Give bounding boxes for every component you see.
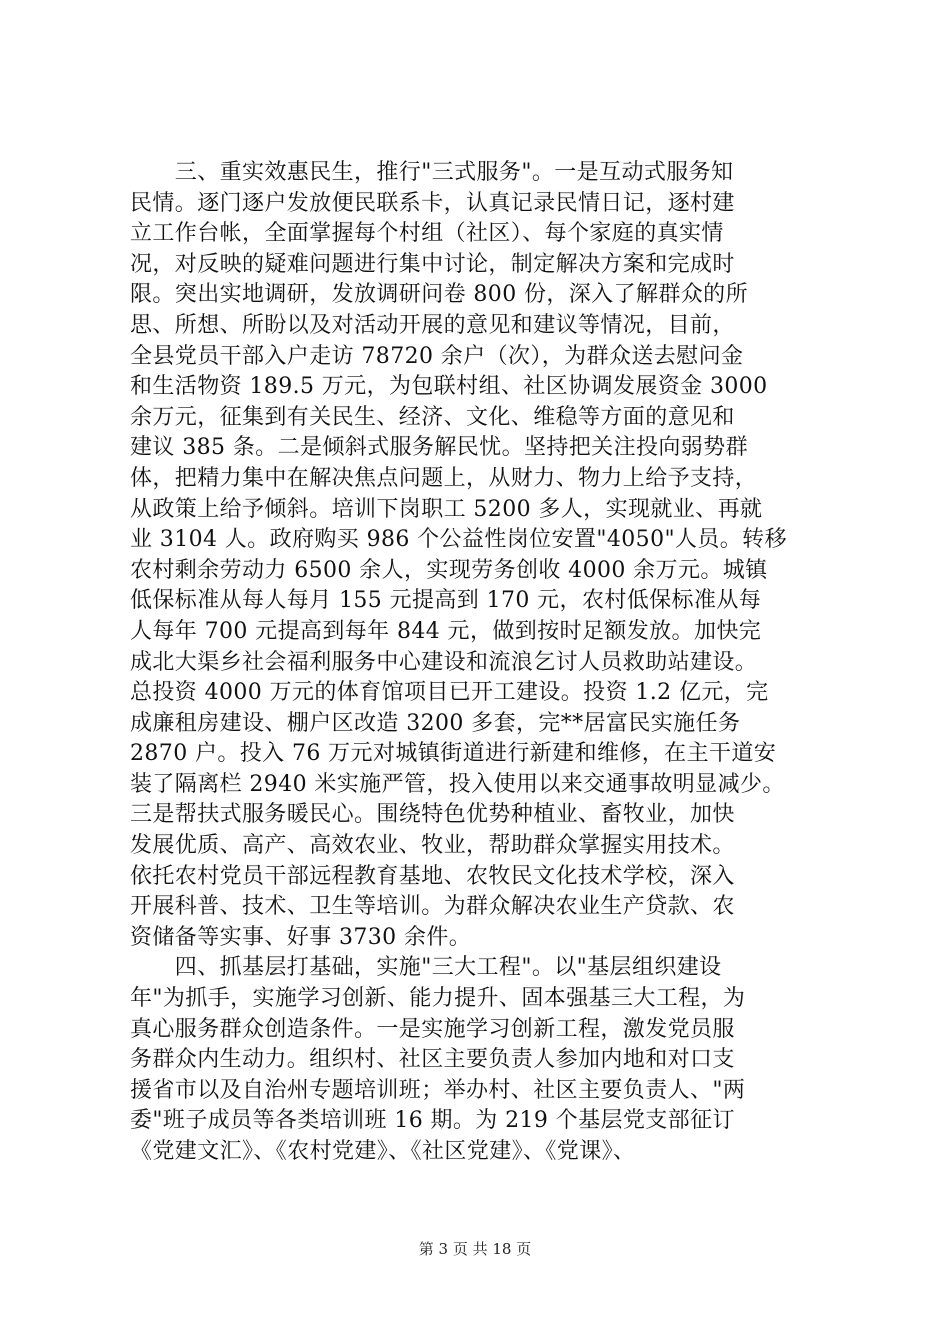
text-line: 《党建文汇》、《农村党建》、《社区党建》、《党课》、 (130, 1139, 636, 1164)
text-line: 和生活物资 189.5 万元，为包联村组、社区协调发展资金 3000 (130, 374, 768, 400)
text-line: 三是帮扶式服务暖民心。围绕特色优势种植业、畜牧业，加快 (130, 802, 735, 828)
text-line: 委"班子成员等各类培训班 16 期。为 219 个基层党支部征订 (130, 1108, 735, 1134)
text-line: 资储备等实事、好事 3730 余件。 (130, 924, 472, 950)
text-line: 成北大渠乡社会福利服务中心建设和流浪乞讨人员救助站建设。 (130, 649, 758, 675)
text-line: 2870 户。投入 76 万元对城镇街道进行新建和维修，在主干道安 (130, 741, 777, 767)
page-footer: 第 3 页 共 18 页 (418, 1240, 532, 1258)
text-line: 发展优质、高产、高效农业、牧业，帮助群众掌握实用技术。 (130, 833, 735, 859)
text-line: 援省市以及自治州专题培训班；举办村、社区主要负责人、"两 (130, 1077, 746, 1103)
text-line: 民情。逐门逐户发放便民联系卡，认真记录民情日记，逐村建 (130, 190, 735, 216)
text-line: 农村剩余劳动力 6500 余人，实现劳务创收 4000 余万元。城镇 (130, 557, 768, 583)
text-line: 人每年 700 元提高到每年 844 元，做到按时足额发放。加快完 (130, 618, 762, 644)
text-line: 低保标准从每人每月 155 元提高到 170 元，农村低保标准从每 (130, 588, 762, 614)
text-line: 开展科普、技术、卫生等培训。为群众解决农业生产贷款、农 (130, 894, 735, 920)
text-line: 装了隔离栏 2940 米实施严管，投入使用以来交通事故明显减少。 (130, 771, 785, 797)
text-line: 全县党员干部入户走访 78720 余户（次），为群众送去慰问金 (130, 343, 744, 369)
text-line: 余万元，征集到有关民生、经济、文化、维稳等方面的意见和 (130, 404, 735, 430)
text-line: 四、抓基层打基础，实施"三大工程"。以"基层组织建设 (130, 955, 722, 981)
text-line: 从政策上给予倾斜。培训下岗职工 5200 多人，实现就业、再就 (130, 496, 763, 522)
text-line: 体，把精力集中在解决焦点问题上，从财力、物力上给予支持， (130, 465, 758, 491)
body-text (130, 158, 830, 1168)
text-line: 依托农村党员干部远程教育基地、农牧民文化技术学校，深入 (130, 863, 735, 889)
text-line: 建议 385 条。二是倾斜式服务解民忧。坚持把关注投向弱势群 (130, 435, 748, 461)
text-line: 况，对反映的疑难问题进行集中讨论，制定解决方案和完成时 (130, 251, 735, 277)
text-line: 真心服务群众创造条件。一是实施学习创新工程，激发党员服 (130, 1016, 735, 1042)
text-line: 务群众内生动力。组织村、社区主要负责人参加内地和对口支 (130, 1047, 735, 1073)
text-line: 成廉租房建设、棚户区改造 3200 多套，完**居富民实施任务 (130, 710, 741, 736)
text-line: 年"为抓手，实施学习创新、能力提升、固本强基三大工程，为 (130, 986, 746, 1012)
text-line: 思、所想、所盼以及对活动开展的意见和建议等情况，目前， (130, 312, 735, 338)
text-line: 业 3104 人。政府购买 986 个公益性岗位安置"4050"人员。转移 (130, 527, 787, 553)
text-line: 限。突出实地调研，发放调研问卷 800 份，深入了解群众的所 (130, 282, 748, 308)
text-line: 总投资 4000 万元的体育馆项目已开工建设。投资 1.2 亿元，完 (130, 680, 769, 706)
text-line: 三、重实效惠民生，推行"三式服务"。一是互动式服务知 (130, 160, 734, 185)
text-line: 立工作台帐，全面掌握每个村组（社区）、每个家庭的真实情 (130, 221, 724, 247)
